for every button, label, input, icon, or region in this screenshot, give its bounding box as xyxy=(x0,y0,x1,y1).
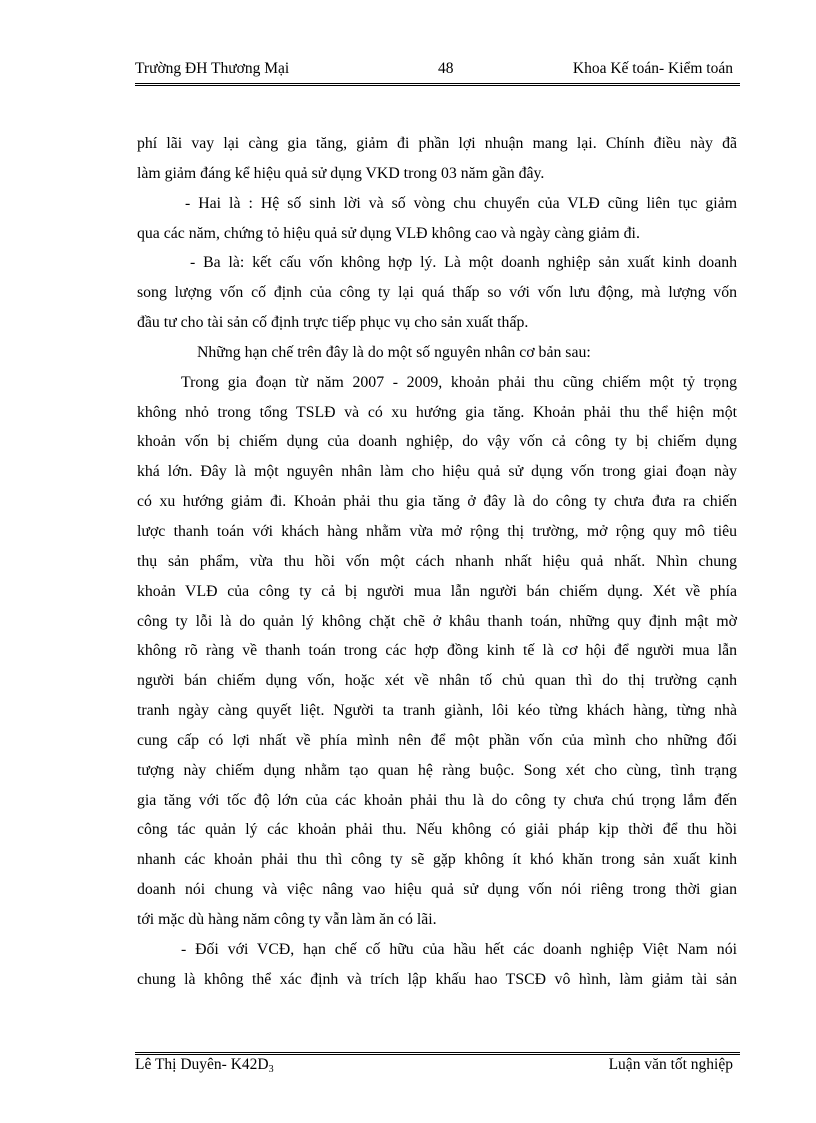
text-line: chung là không thể xác định và trích lập khấu hao TSCĐ vô hình, làm giảm tài sản xyxy=(137,970,737,988)
footer-author-subscript: 3 xyxy=(268,1064,274,1075)
text-line: gia tăng với tốc độ lớn của các khoản phải thu là do công ty chưa chú trọng lắm đến xyxy=(137,791,737,809)
text-line: - Ba là: kết cấu vốn không hợp lý. Là một doanh nghiệp sản xuất kinh doanh xyxy=(190,254,737,272)
text-line: không rõ ràng về thanh toán trong các hợp đồng kinh tế là cơ hội để người mua lẫn xyxy=(137,642,737,660)
header-school-name: Trường ĐH Thương Mại xyxy=(135,60,290,77)
text-line: khá lớn. Đây là một nguyên nhân làm cho hiệu quả sử dụng vốn trong giai đoạn này xyxy=(137,463,737,481)
text-line: làm giảm đáng kể hiệu quả sử dụng VKD trong 03 năm gần đây. xyxy=(137,164,545,182)
text-line: có xu hướng giảm đi. Khoản phải thu gia tăng ở đây là do công ty chưa đưa ra chiến xyxy=(137,493,737,511)
text-line: khoản vốn bị chiếm dụng của doanh nghiệp, do vậy vốn cả công ty bị chiếm dụng xyxy=(137,433,737,451)
page-header xyxy=(135,60,735,84)
text-line: Trong gia đoạn từ năm 2007 - 2009, khoản phải thu cũng chiếm một tỷ trọng xyxy=(181,373,737,391)
header-rule xyxy=(135,83,740,86)
page-footer xyxy=(135,1056,735,1080)
footer-author-name: Lê Thị Duyên- K42D xyxy=(135,1056,269,1073)
text-line: công tác quản lý các khoản phải thu. Nếu không có giải pháp kịp thời để thu hồi xyxy=(137,821,737,839)
footer-thesis-type: Luận văn tốt nghiệp xyxy=(608,1056,733,1073)
text-line: - Đối với VCĐ, hạn chế cố hữu của hầu hết các doanh nghiệp Việt Nam nói xyxy=(181,940,737,958)
text-line: đầu tư cho tài sản cố định trực tiếp phục vụ cho sản xuất thấp. xyxy=(137,314,529,332)
text-line: người bán chiếm dụng vốn, hoặc xét về nhân tố chủ quan thì do thị trường cạnh xyxy=(137,672,737,690)
text-line: lược thanh toán với khách hàng nhằm vừa mở rộng thị trường, mở rộng quy mô tiêu xyxy=(137,522,737,540)
footer-rule xyxy=(135,1052,740,1055)
text-line: song lượng vốn cố định của công ty lại quá thấp so với vốn lưu động, mà lượng vốn xyxy=(137,284,737,302)
text-line: tới mặc dù hàng năm công ty vẫn làm ăn có lãi. xyxy=(137,910,437,928)
text-line: cung cấp có lợi nhất về phía mình nên để một phần vốn của mình cho những đối xyxy=(137,731,737,749)
text-line: - Hai là : Hệ số sinh lời và số vòng chu chuyển của VLĐ cũng liên tục giảm xyxy=(185,194,737,212)
text-line: khoản VLĐ của công ty cả bị người mua lẫn người bán chiếm dụng. Xét về phía xyxy=(137,582,737,600)
text-line: thụ sản phẩm, vừa thu hồi vốn một cách nhanh nhất hiệu quả nhất. Nhìn chung xyxy=(137,552,737,570)
text-line: tranh ngày càng quyết liệt. Người ta tranh giành, lôi kéo từng khách hàng, từng nhà xyxy=(137,702,737,720)
text-line: Những hạn chế trên đây là do một số nguyên nhân cơ bản sau: xyxy=(197,343,591,361)
header-faculty-name: Khoa Kế toán- Kiểm toán xyxy=(572,60,733,77)
text-line: công ty lỗi là do quản lý không chặt chẽ ở khâu thanh toán, những quy định mật mờ xyxy=(137,612,737,630)
text-line: doanh nói chung và việc nâng vao hiệu quả sử dụng vốn nói riêng trong thời gian xyxy=(137,881,737,899)
text-line: qua các năm, chứng tỏ hiệu quả sử dụng VLĐ không cao và ngày càng giảm đi. xyxy=(137,224,640,242)
header-page-number: 48 xyxy=(438,60,454,77)
text-line: tượng này chiếm dụng nhằm tạo quan hệ ràng buộc. Song xét cho cùng, tình trạng xyxy=(137,761,737,779)
body-text xyxy=(137,129,737,994)
text-line: không nhỏ trong tổng TSLĐ và có xu hướng gia tăng. Khoản phải thu thể hiện một xyxy=(137,403,737,421)
footer-author xyxy=(135,1056,274,1075)
text-line: nhanh các khoản phải thu thì công ty sẽ gặp không ít khó khăn trong sản xuất kinh xyxy=(137,851,737,869)
text-line: phí lãi vay lại càng gia tăng, giảm đi phần lợi nhuận mang lại. Chính điều này đã xyxy=(137,135,737,152)
